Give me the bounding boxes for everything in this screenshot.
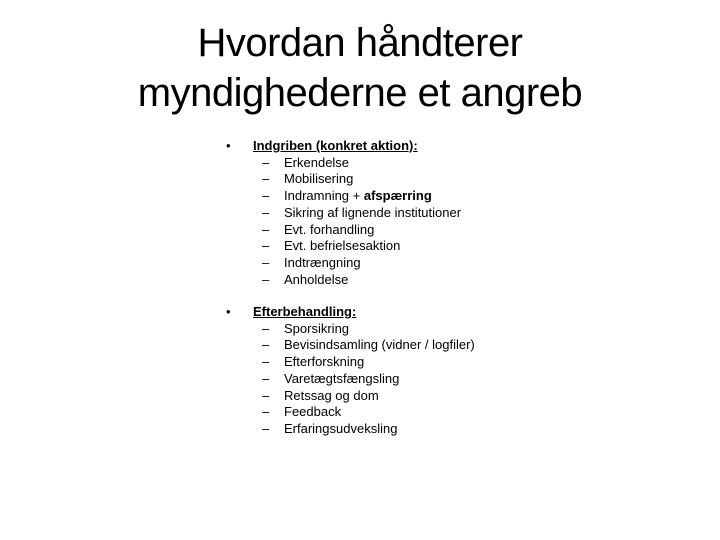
list-item-text (284, 320, 349, 337)
list-item-text (284, 387, 379, 404)
list-item-label: Erkendelse (284, 154, 350, 170)
list-item-label: Evt. befrielsesaktion (284, 238, 401, 254)
bullet-icon: • (226, 304, 231, 319)
dash-icon: – (262, 404, 270, 420)
list-item-text (284, 370, 399, 387)
dash-icon: – (262, 320, 270, 336)
list-item-text (284, 403, 341, 420)
dash-icon: – (262, 204, 270, 220)
dash-icon: – (262, 154, 270, 170)
dash-icon: – (262, 420, 270, 436)
dash-icon: – (262, 370, 270, 386)
dash-icon: – (262, 171, 270, 187)
bullet-icon: • (226, 138, 231, 153)
list-item-label: Evt. forhandling (284, 221, 375, 237)
dash-icon: – (262, 271, 270, 287)
list-item-label: Bevisindsamling (vidner / logfiler) (284, 337, 475, 353)
list-item-label: Varetægtsfængsling (284, 370, 400, 386)
dash-icon: – (262, 387, 270, 403)
list-item-label: Erfaringsudveksling (284, 420, 398, 436)
list-item-label: Anholdelse (284, 271, 349, 287)
list-item-text (284, 420, 397, 437)
list-item-text (284, 170, 353, 187)
list-item-text (284, 221, 374, 238)
dash-icon: – (262, 238, 270, 254)
list-item-text (284, 336, 475, 353)
list-item-label: Sporsikring (284, 320, 350, 336)
title-line-1: Hvordan håndterer (197, 21, 523, 65)
dash-icon: – (262, 254, 270, 270)
list-item-text (284, 237, 400, 254)
list-item-label: Indramning + (284, 188, 364, 204)
list-item-label: Feedback (284, 404, 342, 420)
list-item-text (284, 187, 432, 204)
list-item-label: Indtrængning (284, 254, 361, 270)
slide-title (0, 18, 720, 118)
list-item-label: Efterforskning (284, 354, 365, 370)
list-item-text (284, 154, 349, 171)
title-line-2: myndighederne et angreb (137, 71, 583, 115)
dash-icon: – (262, 221, 270, 237)
section-heading: Efterbehandling: (253, 304, 357, 319)
list-item-bold: afspærring (363, 188, 432, 204)
list-item-text (284, 204, 461, 221)
list-item-text (284, 271, 348, 288)
list-item-label: Mobilisering (284, 171, 354, 187)
list-item-text (284, 353, 364, 370)
dash-icon: – (262, 354, 270, 370)
list-item-label: Sikring af lignende institutioner (284, 204, 462, 220)
list-item-label: Retssag og dom (284, 387, 379, 403)
list-item-text (284, 254, 361, 271)
section-heading: Indgriben (konkret aktion): (253, 138, 418, 153)
dash-icon: – (262, 188, 270, 204)
dash-icon: – (262, 337, 270, 353)
